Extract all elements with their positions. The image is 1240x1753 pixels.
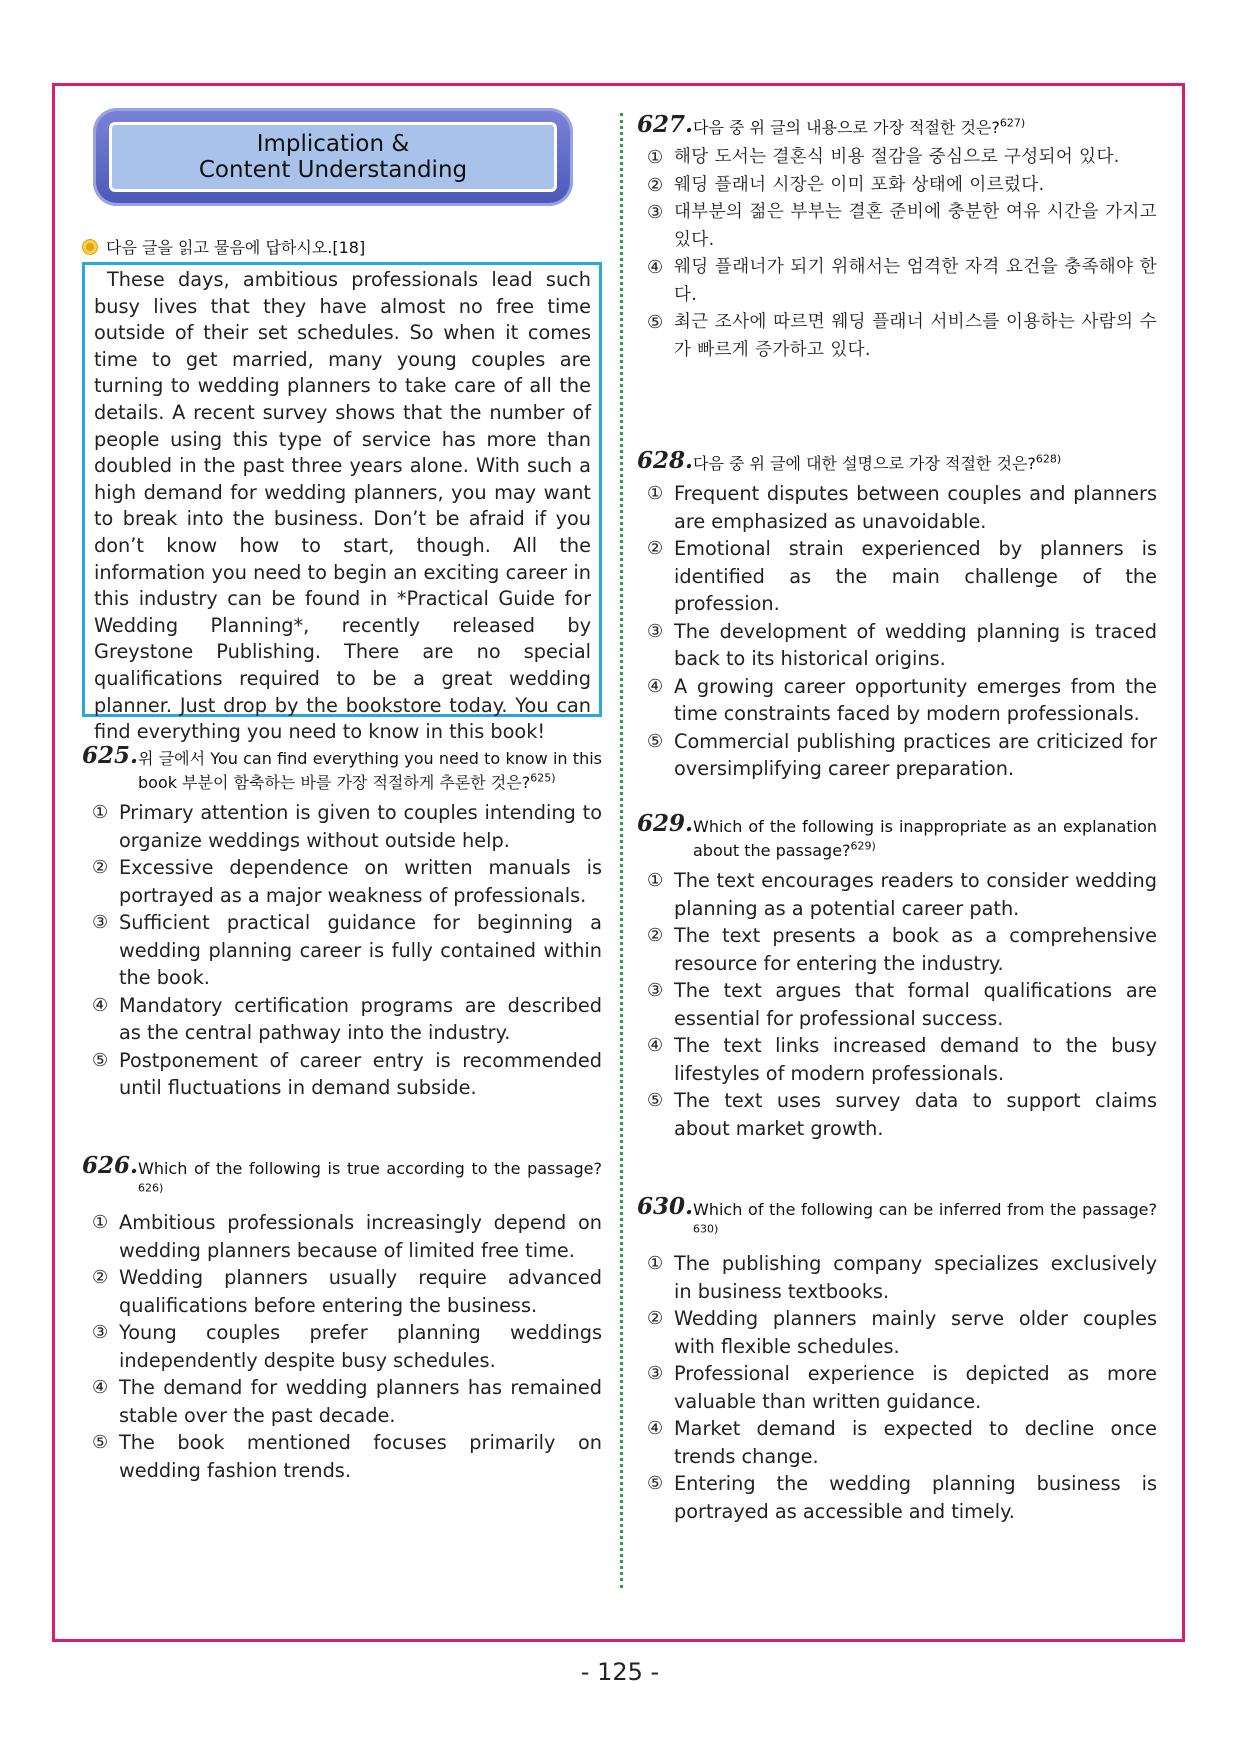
prompt-text: 위 글에서 You can find everything you need to know in this book 부분이 함축하는 바를 가장 적절하게 추론한 것은? — [138, 749, 602, 792]
answer-option-4[interactable] — [637, 254, 1157, 309]
option-text: 대부분의 젊은 부부는 결혼 준비에 충분한 여유 시간을 가지고 있다. — [674, 202, 1157, 250]
option-text: Sufficient practical guidance for beginning a wedding planning career is fully contained within the book. — [119, 911, 602, 989]
option-text: The text presents a book as a comprehensive resource for entering the industry. — [674, 924, 1157, 975]
answer-option-2[interactable] — [82, 854, 602, 909]
question-number: 625. — [82, 742, 139, 769]
answer-option-2[interactable] — [637, 172, 1157, 200]
option-text: The text argues that formal qualifications are essential for professional success. — [674, 979, 1157, 1030]
option-text: 웨딩 플래너 시장은 이미 포화 상태에 이르렀다. — [674, 174, 1045, 195]
options-list — [82, 799, 602, 1102]
answer-option-3[interactable] — [637, 1360, 1157, 1415]
answer-option-4[interactable] — [82, 1374, 602, 1429]
question-626 — [82, 1152, 602, 1484]
answer-option-2[interactable] — [82, 1264, 602, 1319]
option-text: Postponement of career entry is recommended until fluctuations in demand subside. — [119, 1048, 602, 1099]
answer-option-4[interactable] — [637, 1032, 1157, 1087]
options-list — [637, 480, 1157, 783]
question-prompt — [82, 742, 602, 795]
option-marker: ③ — [647, 980, 664, 1001]
option-marker: ① — [647, 870, 664, 891]
option-marker: ④ — [92, 1377, 109, 1398]
option-marker: ② — [92, 1267, 109, 1288]
question-number: 629. — [637, 810, 694, 837]
answer-option-2[interactable] — [637, 922, 1157, 977]
option-marker: ④ — [647, 675, 664, 697]
footnote-ref: 629) — [850, 839, 876, 853]
option-text: A growing career opportunity emerges from the time constraints faced by modern professionals. — [674, 674, 1157, 725]
answer-option-2[interactable] — [637, 535, 1157, 618]
option-text: Market demand is expected to decline once trends change. — [674, 1417, 1157, 1468]
option-marker: ② — [647, 925, 664, 946]
option-marker: ③ — [647, 202, 664, 223]
question-number: 626. — [82, 1152, 139, 1179]
options-list — [637, 144, 1157, 364]
section-title-badge — [93, 108, 573, 206]
prompt-text: Which of the following is inappropriate as an explanation about the passage? — [693, 817, 1157, 860]
answer-option-4[interactable] — [637, 673, 1157, 728]
answer-option-5[interactable] — [637, 1470, 1157, 1525]
answer-option-1[interactable] — [637, 480, 1157, 535]
page-number: - 125 - — [580, 1658, 660, 1686]
option-marker: ⑤ — [647, 312, 664, 333]
option-text: Excessive dependence on written manuals is portrayed as a major weakness of professionals. — [119, 856, 602, 907]
option-text: 최근 조사에 따르면 웨딩 플래너 서비스를 이용하는 사람의 수가 빠르게 증가하고 있다. — [674, 312, 1157, 360]
question-prompt — [637, 1193, 1157, 1246]
option-text: The text encourages readers to consider wedding planning as a potential career path. — [674, 869, 1157, 920]
prompt-text: 다음 중 위 글의 내용으로 가장 적절한 것은? — [693, 118, 1000, 137]
option-text: Mandatory certification programs are described as the central pathway into the industry. — [119, 993, 602, 1044]
option-marker: ① — [647, 147, 664, 168]
option-marker: ④ — [647, 1418, 664, 1439]
option-marker: ③ — [647, 620, 664, 642]
option-marker: ① — [647, 483, 664, 504]
option-text: Professional experience is depicted as more valuable than written guidance. — [674, 1362, 1157, 1413]
answer-option-1[interactable] — [637, 867, 1157, 922]
prompt-text: Which of the following is true according to the passage? — [138, 1159, 602, 1178]
option-marker: ⑤ — [647, 730, 664, 752]
question-number: 627. — [637, 111, 694, 138]
answer-option-3[interactable] — [82, 909, 602, 992]
question-number: 630. — [637, 1193, 694, 1220]
footnote-ref: 627) — [999, 116, 1026, 130]
question-prompt — [637, 810, 1157, 863]
flower-icon — [82, 239, 98, 255]
question-627 — [637, 111, 1157, 364]
question-630 — [637, 1193, 1157, 1525]
answer-option-5[interactable] — [82, 1047, 602, 1102]
option-marker: ② — [647, 174, 664, 196]
question-prompt — [637, 447, 1157, 476]
section-title-line1: Implication & — [256, 131, 410, 157]
option-text: Commercial publishing practices are criticized for oversimplifying career preparation. — [674, 729, 1157, 780]
reading-passage — [82, 262, 602, 744]
option-text: The text links increased demand to the busy lifestyles of modern professionals. — [674, 1034, 1157, 1085]
option-marker: ② — [92, 857, 109, 878]
options-list — [637, 1250, 1157, 1525]
option-marker: ④ — [92, 994, 109, 1016]
option-text: Ambitious professionals increasingly depend on wedding planners because of limited free time. — [119, 1211, 602, 1262]
option-text: Wedding planners mainly serve older couples with flexible schedules. — [674, 1307, 1157, 1358]
prompt-text: 다음 중 위 글에 대한 설명으로 가장 적절한 것은? — [693, 454, 1036, 473]
question-629 — [637, 810, 1157, 1142]
section-title-line2: Content Understanding — [198, 157, 468, 183]
option-text: Frequent disputes between couples and planners are emphasized as unavoidable. — [674, 482, 1157, 533]
option-marker: ① — [92, 802, 109, 823]
option-text: Entering the wedding planning business is portrayed as accessible and timely. — [674, 1472, 1157, 1523]
option-text: The development of wedding planning is traced back to its historical origins. — [674, 619, 1157, 670]
option-text: Primary attention is given to couples intending to organize weddings without outside help. — [119, 801, 602, 852]
option-text: The demand for wedding planners has remained stable over the past decade. — [119, 1376, 602, 1427]
option-marker: ⑤ — [647, 1090, 664, 1111]
instruction — [82, 235, 365, 258]
option-text: 해당 도서는 결혼식 비용 절감을 중심으로 구성되어 있다. — [674, 147, 1120, 167]
option-marker: ① — [92, 1212, 109, 1233]
option-marker: ② — [647, 538, 664, 559]
option-text: Young couples prefer planning weddings independently despite busy schedules. — [119, 1321, 602, 1372]
option-marker: ⑤ — [647, 1473, 664, 1494]
footnote-ref: 628) — [1035, 452, 1062, 466]
option-text: Emotional strain experienced by planners is identified as the main challenge of the profession. — [674, 537, 1157, 615]
answer-option-1[interactable] — [82, 1209, 602, 1264]
question-625 — [82, 742, 602, 1102]
answer-option-3[interactable] — [637, 618, 1157, 673]
answer-option-4[interactable] — [82, 992, 602, 1047]
option-marker: ③ — [92, 912, 109, 933]
option-text: The text uses survey data to support claims about market growth. — [674, 1089, 1157, 1140]
answer-option-3[interactable] — [637, 977, 1157, 1032]
option-marker: ① — [647, 1253, 664, 1274]
answer-option-3[interactable] — [82, 1319, 602, 1374]
answer-option-3[interactable] — [637, 199, 1157, 254]
option-marker: ② — [647, 1308, 664, 1329]
option-marker: ③ — [92, 1322, 109, 1343]
option-text: The book mentioned focuses primarily on wedding fashion trends. — [119, 1431, 602, 1482]
column-divider — [620, 113, 623, 1588]
footnote-ref: 630) — [693, 1222, 719, 1236]
footnote-ref: 626) — [138, 1181, 164, 1195]
instruction-text: 다음 글을 읽고 물음에 답하시오.[18] — [106, 238, 366, 257]
option-text: 웨딩 플래너가 되기 위해서는 엄격한 자격 요건을 충족해야 한다. — [674, 257, 1157, 305]
answer-option-5[interactable] — [637, 309, 1157, 364]
option-text: The publishing company specializes exclusively in business textbooks. — [674, 1252, 1157, 1303]
answer-option-1[interactable] — [82, 799, 602, 854]
option-text: Wedding planners usually require advanced qualifications before entering the business. — [119, 1266, 602, 1317]
answer-option-1[interactable] — [637, 144, 1157, 172]
option-marker: ④ — [647, 1035, 664, 1056]
footnote-ref: 625) — [530, 771, 556, 785]
option-marker: ⑤ — [92, 1049, 109, 1071]
passage-text: These days, ambitious professionals lead such busy lives that they have almost no free time outside of their set schedules. So when it comes time to get married, many young couples are turning to wedding planners to take care of all the details. A recent survey shows that the number of people using this type of service has more than doubled in the past three years alone. With such a high demand for wedding planners, you may want to break into the business. Don’t be afraid if you don’t know how to start, though. All the information you need to begin an exciting career in this industry can be found in *Practical Guide for Wedding Planning*, recently released by Greystone Publishing. There are no special qualifications required to be a great wedding planner. Just drop by the bookstore today. You can find everything you need to know in this book! — [94, 268, 591, 744]
answer-option-5[interactable] — [637, 728, 1157, 783]
options-list — [637, 867, 1157, 1142]
answer-option-2[interactable] — [637, 1305, 1157, 1360]
option-marker: ③ — [647, 1363, 664, 1384]
answer-option-1[interactable] — [637, 1250, 1157, 1305]
question-prompt — [82, 1152, 602, 1205]
answer-option-4[interactable] — [637, 1415, 1157, 1470]
question-628 — [637, 447, 1157, 783]
question-number: 628. — [637, 447, 694, 474]
answer-option-5[interactable] — [82, 1429, 602, 1484]
options-list — [82, 1209, 602, 1484]
answer-option-5[interactable] — [637, 1087, 1157, 1142]
option-marker: ④ — [647, 257, 664, 278]
prompt-text: Which of the following can be inferred from the passage? — [693, 1200, 1157, 1219]
question-prompt — [637, 111, 1157, 140]
option-marker: ⑤ — [92, 1432, 109, 1453]
